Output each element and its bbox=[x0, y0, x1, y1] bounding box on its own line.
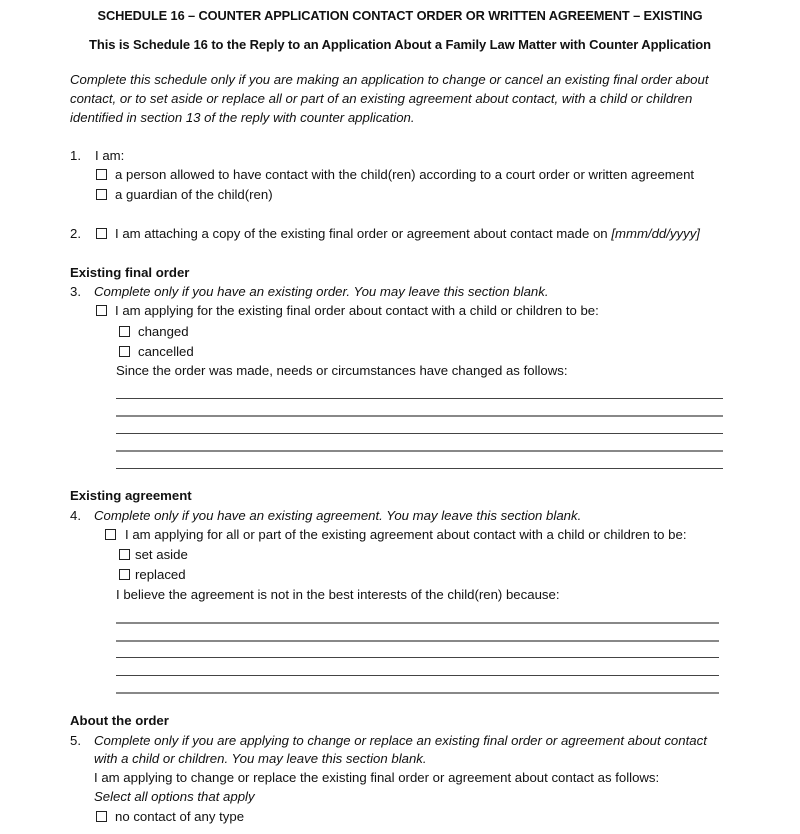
cancelled-label: cancelled bbox=[138, 344, 194, 359]
attaching-copy-text: I am attaching a copy of the existing final order or agreement about contact made on bbox=[115, 226, 608, 241]
section-5-number: 5. bbox=[70, 733, 81, 748]
select-all-hint: Select all options that apply bbox=[94, 789, 255, 804]
option-person-allowed-contact-label: a person allowed to have contact with the child(ren) according to a court order or written agreement bbox=[115, 167, 695, 182]
schedule-subtitle: This is Schedule 16 to the Reply to an Application About a Family Law Matter with Counter Application bbox=[89, 37, 711, 52]
schedule-title: SCHEDULE 16 – COUNTER APPLICATION CONTACT ORDER OR WRITTEN AGREEMENT – EXISTING bbox=[97, 8, 703, 23]
attaching-copy-label bbox=[115, 226, 700, 242]
checkbox-person-allowed-contact[interactable] bbox=[96, 169, 107, 180]
circumstances-answer-line-1[interactable] bbox=[116, 398, 723, 399]
circumstances-answer-line-4[interactable] bbox=[116, 450, 723, 452]
section-1-label: I am: bbox=[95, 148, 125, 163]
best-interests-prompt: I believe the agreement is not in the best interests of the child(ren) because: bbox=[116, 587, 560, 602]
section-4-heading: Existing agreement bbox=[70, 488, 192, 503]
checkbox-apply-agreement[interactable] bbox=[105, 529, 116, 540]
set-aside-label: set aside bbox=[135, 547, 188, 562]
section-1-number: 1. bbox=[70, 148, 81, 163]
circumstances-answer-line-5[interactable] bbox=[116, 468, 723, 469]
section-5-instruction-line-1: Complete only if you are applying to change or replace an existing final order or agreement about contact bbox=[94, 733, 707, 748]
circumstances-prompt: Since the order was made, needs or circumstances have changed as follows: bbox=[116, 363, 568, 378]
changed-label: changed bbox=[138, 324, 189, 339]
section-4-instruction: Complete only if you have an existing agreement. You may leave this section blank. bbox=[94, 508, 582, 523]
checkbox-changed[interactable] bbox=[119, 326, 130, 337]
section-5-heading: About the order bbox=[70, 713, 169, 728]
section-5-instruction-line-2: with a child or children. You may leave this section blank. bbox=[94, 751, 427, 766]
no-contact-label: no contact of any type bbox=[115, 809, 245, 824]
section-3-heading: Existing final order bbox=[70, 265, 190, 280]
section-4-number: 4. bbox=[70, 508, 81, 523]
best-interests-answer-line-3[interactable] bbox=[116, 657, 719, 658]
best-interests-answer-line-2[interactable] bbox=[116, 640, 719, 642]
section-3-number: 3. bbox=[70, 284, 81, 299]
replaced-label: replaced bbox=[135, 567, 186, 582]
checkbox-attaching-copy[interactable] bbox=[96, 228, 107, 239]
option-guardian-label: a guardian of the child(ren) bbox=[115, 187, 273, 202]
best-interests-answer-line-5[interactable] bbox=[116, 692, 719, 694]
section-3-instruction: Complete only if you have an existing order. You may leave this section blank. bbox=[94, 284, 549, 299]
apply-final-order-label: I am applying for the existing final order about contact with a child or children to be: bbox=[115, 303, 599, 318]
intro-line-1: Complete this schedule only if you are making an application to change or cancel an existing final order about bbox=[70, 72, 709, 87]
section-5-statement: I am applying to change or replace the existing final order or agreement about contact as follows: bbox=[94, 770, 660, 785]
best-interests-answer-line-1[interactable] bbox=[116, 622, 719, 624]
best-interests-answer-line-4[interactable] bbox=[116, 675, 719, 676]
date-field-placeholder[interactable]: [mmm/dd/yyyy] bbox=[611, 226, 700, 241]
circumstances-answer-line-2[interactable] bbox=[116, 415, 723, 417]
intro-line-3: identified in section 13 of the reply with counter application. bbox=[70, 110, 415, 125]
circumstances-answer-line-3[interactable] bbox=[116, 433, 723, 434]
intro-line-2: contact, or to set aside or replace all or part of an existing agreement about contact, with a child or children bbox=[70, 91, 693, 106]
apply-agreement-label: I am applying for all or part of the existing agreement about contact with a child or children to be: bbox=[125, 527, 687, 542]
checkbox-apply-final-order[interactable] bbox=[96, 305, 107, 316]
checkbox-no-contact[interactable] bbox=[96, 811, 107, 822]
checkbox-set-aside[interactable] bbox=[119, 549, 130, 560]
checkbox-cancelled[interactable] bbox=[119, 346, 130, 357]
checkbox-replaced[interactable] bbox=[119, 569, 130, 580]
checkbox-guardian[interactable] bbox=[96, 189, 107, 200]
section-2-number: 2. bbox=[70, 226, 81, 241]
